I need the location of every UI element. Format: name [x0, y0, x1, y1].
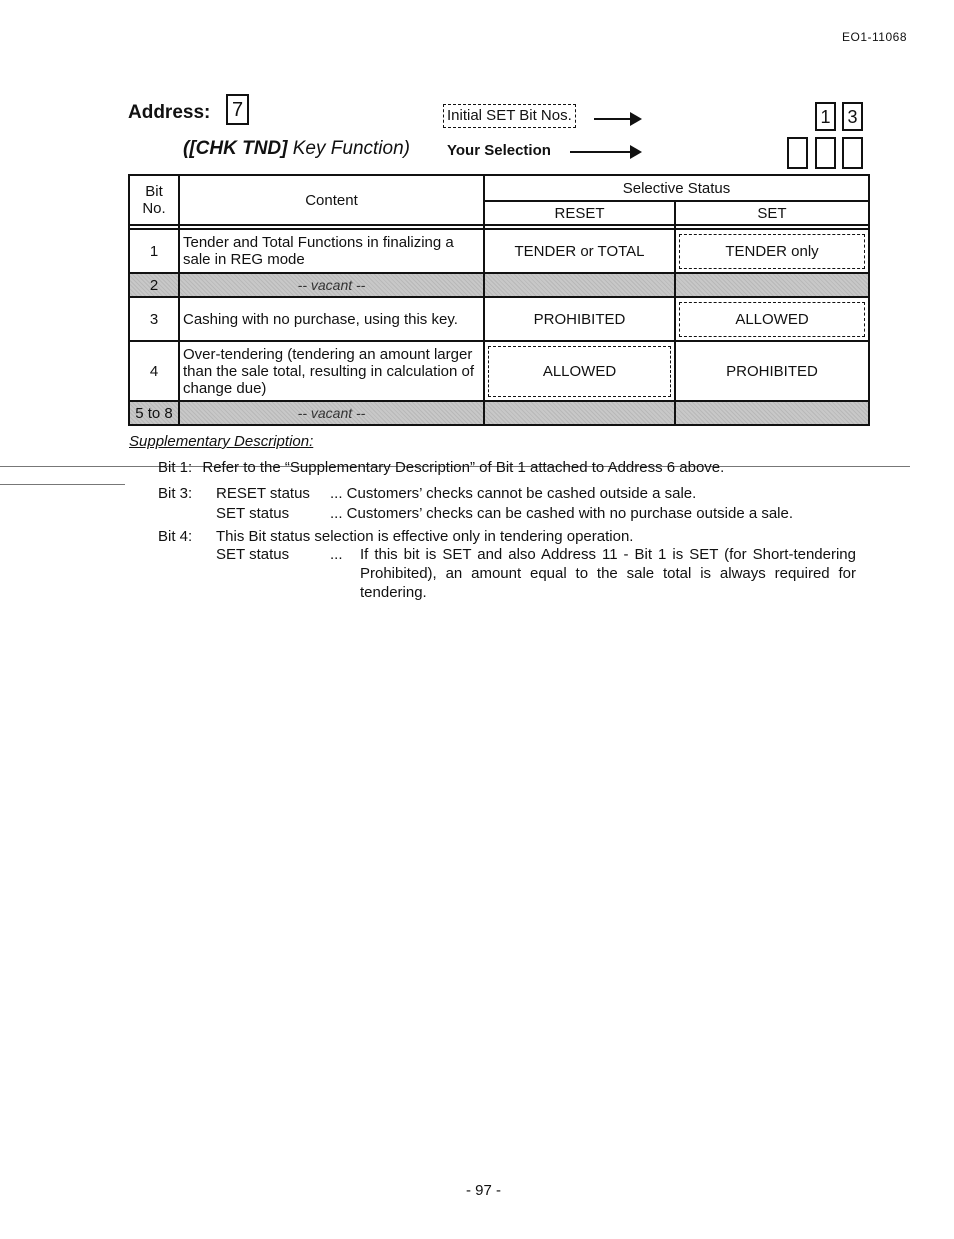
initial-set-bit-box: 3 [842, 102, 863, 131]
reset-cell [484, 273, 675, 297]
address-label: Address: [128, 102, 211, 123]
content-cell: Tender and Total Functions in finalizing a sale in REG mode [179, 229, 484, 273]
function-key: CHK TND] [195, 138, 288, 159]
page-number: - 97 - [466, 1182, 502, 1199]
bit-number-cell: 5 to 8 [129, 401, 179, 425]
scan-line [0, 484, 125, 485]
note-bit1 [158, 458, 724, 477]
initial-set-bit-box: 1 [815, 102, 836, 131]
set-cell [675, 273, 869, 297]
your-selection-label: Your Selection [447, 142, 551, 159]
initial-set-arrow-icon [594, 118, 632, 120]
reset-cell [484, 341, 675, 401]
note-bit4-set-label: SET status [216, 546, 290, 563]
note-bit3-label: Bit 3: [158, 485, 193, 502]
note-bit1-text: Refer to the “Supplementary Description” of Bit 1 attached to Address 6 above. [202, 459, 725, 476]
supplementary-title: Supplementary Description: [129, 433, 314, 450]
vacant-label: -- vacant -- [179, 401, 484, 425]
note-bit4-set-text: If this bit is SET and also Address 11 - Bit 1 is SET (for Short-tendering Prohibited), an amount equal to the sale total is always required for tendering. [360, 546, 856, 601]
bit-number-cell: 2 [129, 273, 179, 297]
address-value-box: 7 [226, 94, 249, 125]
function-suffix: Key Function) [287, 138, 410, 159]
selection-box-2[interactable] [815, 137, 836, 169]
function-prefix: ([ [183, 138, 196, 159]
initial-set-label: Initial SET Bit Nos. [443, 104, 576, 128]
initial-setting-marker: ALLOWED [488, 346, 671, 397]
bit-status-table [128, 174, 870, 426]
note-bit4-label: Bit 4: [158, 528, 193, 545]
reset-cell: PROHIBITED [484, 297, 675, 341]
bit-no-header: Bit No. [129, 175, 179, 225]
reset-header: RESET [484, 201, 675, 225]
table-row-vacant [129, 273, 869, 297]
bit-number-cell: 3 [129, 297, 179, 341]
function-title [183, 138, 410, 160]
table-row [129, 341, 869, 401]
document-id: EO1-11068 [842, 30, 907, 44]
reset-cell [484, 401, 675, 425]
set-cell [675, 297, 869, 341]
set-cell [675, 401, 869, 425]
table-row [129, 297, 869, 341]
set-header: SET [675, 201, 869, 225]
bit-number-cell: 4 [129, 341, 179, 401]
note-bit1-label: Bit 1: [158, 459, 193, 476]
note-bit3-reset-label: RESET status [216, 485, 310, 502]
reset-cell: TENDER or TOTAL [484, 229, 675, 273]
selection-box-3[interactable] [842, 137, 863, 169]
note-bit3-set-label: SET status [216, 505, 290, 522]
note-bit3-set-text: ... Customers’ checks can be cashed with no purchase outside a sale. [330, 505, 794, 522]
table-row-vacant [129, 401, 869, 425]
vacant-label: -- vacant -- [179, 273, 484, 297]
selection-box-1[interactable] [787, 137, 808, 169]
note-bit4-set-dots: ... [330, 546, 343, 563]
content-cell: Over-tendering (tendering an amount larger than the sale total, resulting in calculation of change due) [179, 341, 484, 401]
selective-status-header: Selective Status [484, 175, 869, 201]
note-bit3-reset-text: ... Customers’ checks cannot be cashed outside a sale. [330, 485, 697, 502]
initial-setting-marker: TENDER only [679, 234, 865, 269]
content-cell: Cashing with no purchase, using this key. [179, 297, 484, 341]
set-cell: PROHIBITED [675, 341, 869, 401]
table-header-row [129, 175, 869, 201]
set-cell [675, 229, 869, 273]
content-header: Content [179, 175, 484, 225]
bit-number-cell: 1 [129, 229, 179, 273]
initial-setting-marker: ALLOWED [679, 302, 865, 337]
your-selection-arrow-icon [570, 151, 632, 153]
table-row [129, 229, 869, 273]
note-bit4-text: This Bit status selection is effective only in tendering operation. [216, 528, 634, 545]
